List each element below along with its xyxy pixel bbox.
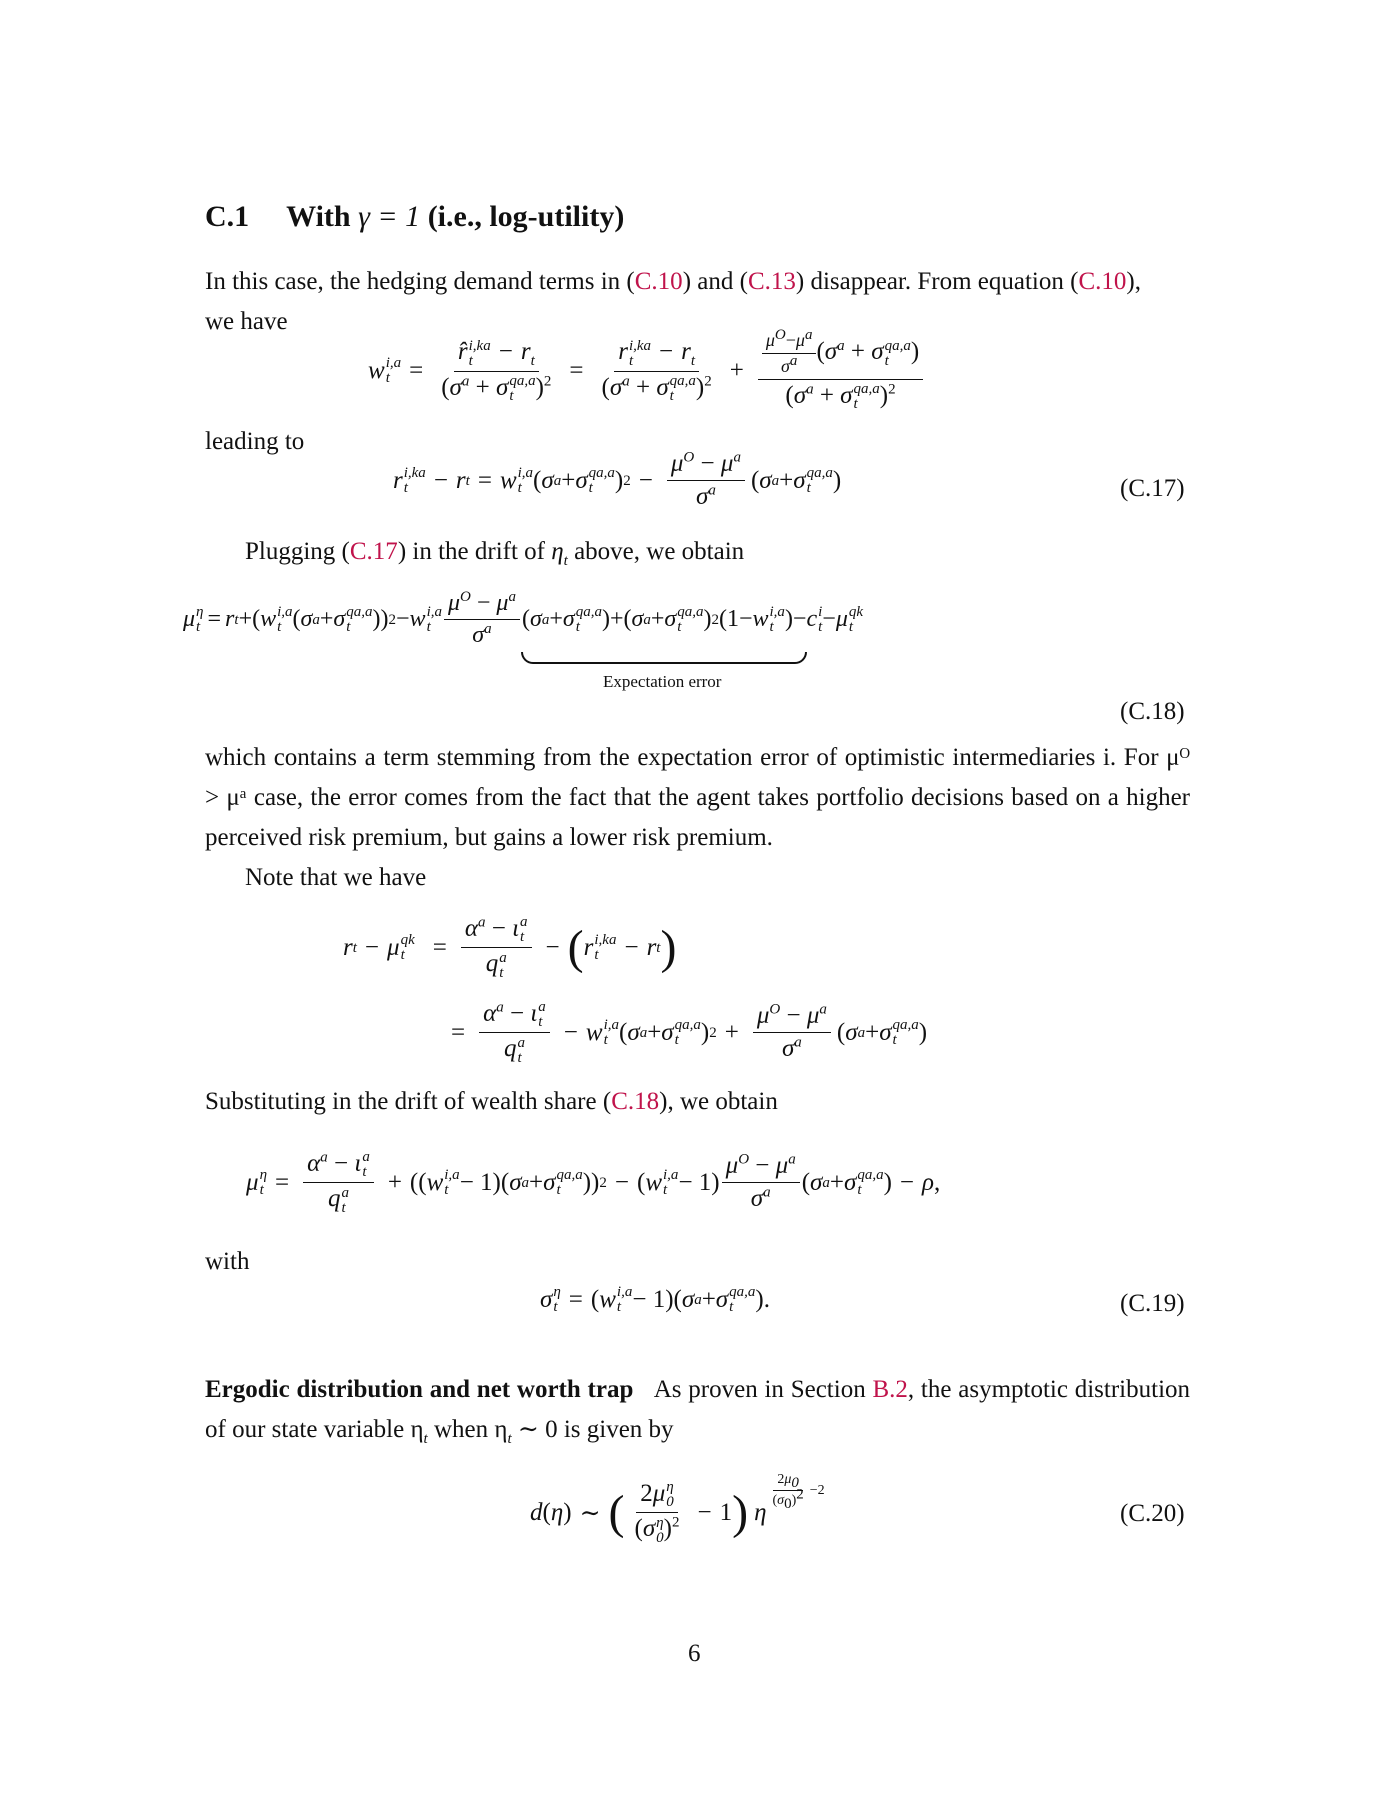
text: above, we obtain — [567, 538, 745, 565]
ref-link-c10-b[interactable]: C.10 — [1078, 268, 1127, 295]
brace-label-expectation-error: Expectation error — [603, 672, 722, 691]
section-title-math: γ = 1 — [358, 200, 421, 233]
paragraph-which-contains: which contains a term stemming from the expectation error of optimistic intermediaries i. For μᴼ > μᵃ case, the error comes from the fact that the agent takes portfolio decisions based on a higher perceived risk premium, but gains a lower risk premium. — [205, 744, 1190, 851]
text: ∼ 0 is given by — [511, 1416, 674, 1443]
paragraph-heading: Ergodic distribution and net worth trap — [205, 1376, 634, 1403]
section-title-prefix: With — [286, 200, 351, 233]
text: ), — [1126, 268, 1141, 295]
text: we have — [205, 308, 288, 335]
equation-number-c19: (C.19) — [1120, 1290, 1185, 1317]
section-number: C.1 — [205, 200, 250, 233]
paragraph-plugging: Plugging (C.17) in the drift of $\eta_t$ above, we obtain — [245, 538, 745, 569]
paragraph-substituting — [205, 1082, 1190, 1122]
equation-number-c20: (C.20) — [1120, 1500, 1185, 1527]
text: , the asymptotic distribution of our state variable η — [205, 1376, 1191, 1443]
equation-w: w i,a t = r̂ i,ka t − $r_t$ ($\sigma^a + \sigma$ qa,a t )$^2$ = r i,ka t − $r_t$ ($\sigma^a + \sigma$ qa,a t )$^2$ + $\frac{\mu^O-\mu^a}{\sigma^a}$ ($\sigma^a + \sigma$ qa,a t ) ($\sigma^a + \sigma$ qa,a t )$^2$ — [368, 330, 929, 412]
text: ) in the drift of — [397, 538, 552, 565]
equation-c17: r i,ka t − r t = w i,a t ( σ a + σ qa,a t ) 2 − $\frac{\mu^O - \mu^a}{\sigma^a}$ ( σ a + σ qa,a t ) — [393, 449, 842, 510]
equation-number-c17: (C.17) — [1120, 475, 1185, 502]
paragraph-ergodic: Ergodic distribution and net worth trap As proven in Section B.2, the asymptotic distribution of our state variable $\eta_t$ when $\eta_t$ ∼ 0 is given by — [205, 1376, 1191, 1447]
page-number: 6 — [688, 1640, 701, 1667]
paragraph-with: with — [205, 1248, 250, 1275]
text: As proven in Section — [653, 1376, 873, 1403]
ref-link-c10[interactable]: C.10 — [634, 268, 683, 295]
ref-link-b2[interactable]: B.2 — [872, 1376, 908, 1403]
ref-link-c13[interactable]: C.13 — [747, 268, 796, 295]
equation-number-c18: (C.18) — [1120, 698, 1185, 725]
underbrace — [521, 652, 807, 664]
equation-c19: σ η t = ( w i,a t − 1)( σ a + σ qa,a t ). — [540, 1284, 770, 1315]
section-title-suffix: (i.e., log-utility) — [427, 200, 625, 233]
text: ), we obtain — [659, 1088, 778, 1115]
paragraph-note: Note that we have — [245, 864, 427, 891]
text: In this case, the hedging demand terms in ( — [205, 268, 635, 295]
text: when η — [427, 1416, 508, 1443]
equation-r-mu-line1: r t − μ qk t = $\alpha^a - \iota$ a t q a t − ( r i,ka t − r t ) — [343, 914, 677, 981]
text: Plugging ( — [245, 538, 350, 565]
equation-c18: μ η t = r t +( w i,a t ( σ a + σ qa,a t )) 2 − w i,a t $\frac{\mu^O - \mu^a}{\sigma^a}$ ( σ a + σ qa,a t )+( σ a + σ qa,a t ) 2 (1− w i,a t )− c i t − μ qk t — [183, 589, 864, 648]
equation-r-mu-line2: = $\alpha^a - \iota$ a t q a t − w i,a t ( σ a + σ qa,a t ) 2 + $\frac{\mu^O - \mu^a}{\sigma^a}$ ( σ a + σ qa,a t ) — [451, 999, 928, 1066]
equation-mu-eta: μ η t = $\alpha^a - \iota$ a t q a t + (( w i,a t − 1)( σ a + σ qa,a t )) 2 − ( w i,a t − 1) $\frac{\mu^O - \mu^a}{\sigma^a}$ ( σ a + σ qa,a t ) − ρ , — [246, 1149, 941, 1216]
text: Substituting in the drift of wealth share ( — [205, 1088, 612, 1115]
text: ) disappear. From equation ( — [795, 268, 1079, 295]
ref-link-c17[interactable]: C.17 — [349, 538, 398, 565]
ref-link-c18[interactable]: C.18 — [611, 1088, 660, 1115]
paragraph-leading-to: leading to — [205, 428, 305, 455]
text: ) and ( — [682, 268, 748, 295]
section-heading — [205, 200, 624, 234]
eta-symbol: η — [551, 538, 564, 565]
equation-c20: d ( η ) ∼ ( 2μ η 0 (σ η 0 )$^2$ − 1 ) η $\frac{2\mu_0}{(\sigma_0)^2}$ −2 — [530, 1472, 825, 1546]
